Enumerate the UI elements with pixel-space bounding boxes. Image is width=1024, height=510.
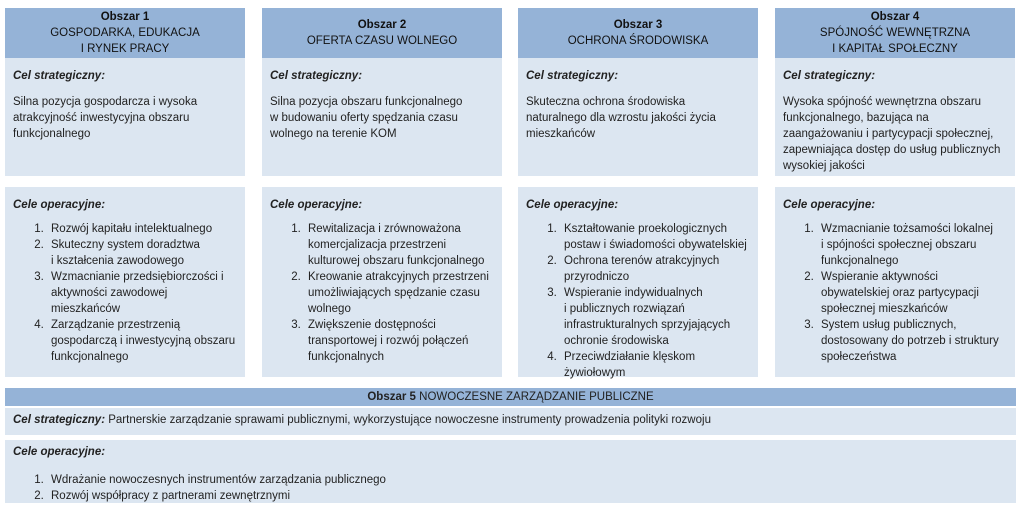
strategic-goal-label: Cel strategiczny: (13, 414, 106, 426)
strategic-goal-label: Cel strategiczny: (270, 70, 363, 82)
operational-goals-label: Cele operacyjne: (526, 199, 619, 211)
area-header (518, 8, 758, 58)
area5-strategic-goal-box (5, 408, 1016, 435)
text-line: 4. Zarządzanie przestrzenią (51, 319, 181, 331)
area-number: Obszar 4 (870, 11, 920, 23)
text-line: funkcjonalnego, bazująca na (783, 112, 929, 124)
area5-header (5, 388, 1016, 406)
list-item: 2. Rozwój współpracy z partnerami zewnętrznymi (47, 488, 1008, 504)
list-item (817, 269, 1007, 317)
area-header (775, 8, 1015, 58)
operational-goals-list (13, 472, 1008, 504)
strategic-goal-label: Cel strategiczny: (526, 70, 619, 82)
text-line: Skuteczna ochrona środowiska (526, 96, 686, 108)
text-line: i publicznych rozwiązań (564, 303, 685, 315)
area-column-3 (518, 8, 758, 377)
text-line: społecznej mieszkańców (821, 303, 948, 315)
text-line: postaw i świadomości obywatelskiej (564, 239, 747, 251)
list-item (304, 221, 494, 269)
text-line: gospodarczą i inwestycyjną obszaru (51, 335, 236, 347)
text-line: zaangażowaniu i partycypacji społecznej, (783, 128, 994, 140)
text-line: funkcjonalnego (13, 128, 91, 140)
operational-goals-list (783, 221, 1007, 365)
text-line: zapewniająca dostęp do usług publicznych (783, 144, 1001, 156)
operational-goals-label: Cele operacyjne: (13, 199, 106, 211)
list-item (47, 269, 237, 317)
text-line: Silna pozycja gospodarcza i wysoka (13, 96, 198, 108)
text-line: atrakcyjność inwestycyjna obszaru (13, 112, 190, 124)
area-title-line: I KAPITAŁ SPOŁECZNY (832, 43, 958, 55)
operational-goals-list (526, 221, 750, 381)
text-line: naturalnego dla wzrostu jakości życia (526, 112, 716, 124)
text-line: aktywności zawodowej (51, 287, 168, 299)
operational-goals-list (13, 221, 237, 365)
area-title: NOWOCZESNE ZARZĄDZANIE PUBLICZNE (419, 391, 654, 403)
text-line: 2. Skuteczny system doradztwa (51, 239, 200, 251)
text-line: komercjalizacja przestrzeni (308, 239, 447, 251)
text-line: przyrodniczo (564, 271, 630, 283)
text-line: 1. Wzmacnianie tożsamości lokalnej (821, 223, 993, 235)
text-line: 2. Kreowanie atrakcyjnych przestrzeni (308, 271, 489, 283)
text-line: ochronie środowiska (564, 335, 669, 347)
operational-goals-label: Cele operacyjne: (13, 446, 106, 458)
operational-goals-list (270, 221, 494, 365)
list-item (560, 349, 750, 381)
text-line: 1. Rewitalizacja i zrównoważona (308, 223, 461, 235)
text-line: funkcjonalnych (308, 351, 385, 363)
operational-goals-label: Cele operacyjne: (783, 199, 876, 211)
area-number: Obszar 2 (357, 19, 407, 31)
text-line: wolnego (308, 303, 351, 315)
strategic-goal-label: Cel strategiczny: (783, 70, 876, 82)
list-item (47, 221, 237, 237)
area-title-line: GOSPODARKA, EDUKACJA (50, 27, 200, 39)
text-line: Wysoka spójność wewnętrzna obszaru (783, 96, 982, 108)
strategic-goal-label: Cel strategiczny: (13, 70, 106, 82)
text-line: 2. Ochrona terenów atrakcyjnych (564, 255, 720, 267)
strategic-goal-box (518, 58, 758, 176)
area-title-line: I RYNEK PRACY (80, 43, 170, 55)
strategic-goal-text (526, 94, 750, 142)
text-line: dostosowany do potrzeb i struktury (821, 335, 999, 347)
text-line: 3. Zwiększenie dostępności (308, 319, 436, 331)
text-line: umożliwiających spędzanie czasu (308, 287, 480, 299)
list-item (47, 237, 237, 269)
area-number: Obszar 1 (100, 11, 150, 23)
text-line: 1. Rozwój kapitału intelektualnego (51, 223, 213, 235)
area-header (5, 8, 245, 58)
strategic-goal-text (270, 94, 494, 142)
text-line: obywatelskiej oraz partycypacji (821, 287, 979, 299)
text-line: 1. Kształtowanie proekologicznych (564, 223, 728, 235)
list-item (560, 221, 750, 253)
text-line: 3. Wzmacnianie przedsiębiorczości i (51, 271, 224, 283)
text-line: mieszkańców (526, 128, 596, 140)
list-item (47, 317, 237, 365)
text-line: wolnego na terenie KOM (270, 128, 397, 140)
list-item (817, 221, 1007, 269)
text-line: 4. Przeciwdziałanie klęskom (564, 351, 696, 363)
area-column-2 (262, 8, 502, 377)
operational-goals-label: Cele operacyjne: (270, 199, 363, 211)
strategic-goal-box (262, 58, 502, 176)
strategic-goal-text (783, 94, 1007, 174)
text-line: funkcjonalnego (51, 351, 129, 363)
strategic-goal-box (775, 58, 1015, 176)
text-line: społeczeństwa (821, 351, 897, 363)
text-line: funkcjonalnego (821, 255, 899, 267)
text-line: żywiołowym (564, 367, 626, 379)
area-column-1 (5, 8, 245, 377)
operational-goals-box (775, 187, 1015, 377)
strategic-goal-text (13, 94, 237, 142)
area-title-line: OCHRONA ŚRODOWISKA (567, 35, 709, 47)
list-item (560, 253, 750, 285)
operational-goals-box (262, 187, 502, 377)
area-number: Obszar 3 (613, 19, 663, 31)
area-header (262, 8, 502, 58)
strategic-goal-text: Partnerskie zarządzanie sprawami publicznymi, wykorzystujące nowoczesne instrumenty prowadzenia polityki rozwoju (108, 414, 711, 426)
text-line: Silna pozycja obszaru funkcjonalnego (270, 96, 463, 108)
text-line: w budowaniu oferty spędzania czasu (270, 112, 458, 124)
text-line: mieszkańców (51, 303, 121, 315)
list-item (560, 285, 750, 349)
text-line: wysokiej jakości (783, 160, 865, 172)
area-title-line: OFERTA CZASU WOLNEGO (306, 35, 458, 47)
operational-goals-box (5, 187, 245, 377)
text-line: infrastrukturalnych sprzyjających (564, 319, 731, 331)
area5-operational-goals-box (5, 440, 1016, 503)
area-column-4 (775, 8, 1015, 377)
text-line: 3. Wspieranie indywidualnych (564, 287, 703, 299)
operational-goals-box (518, 187, 758, 377)
text-line: transportowej i rozwój połączeń (308, 335, 469, 347)
strategic-goal-box (5, 58, 245, 176)
text-line: i kształcenia zawodowego (51, 255, 184, 267)
area-number: Obszar 5 (367, 391, 416, 403)
list-item (817, 317, 1007, 365)
text-line: kulturowej obszaru funkcjonalnego (308, 255, 485, 267)
text-line: 2. Wspieranie aktywności (821, 271, 938, 283)
area-title-line: SPÓJNOŚĆ WEWNĘTRZNA (819, 27, 971, 39)
text-line: i spójności społecznej obszaru (821, 239, 977, 251)
list-item (304, 317, 494, 365)
list-item (304, 269, 494, 317)
list-item: 1. Wdrażanie nowoczesnych instrumentów zarządzania publicznego (47, 472, 1008, 488)
text-line: 3. System usług publicznych, (821, 319, 957, 331)
